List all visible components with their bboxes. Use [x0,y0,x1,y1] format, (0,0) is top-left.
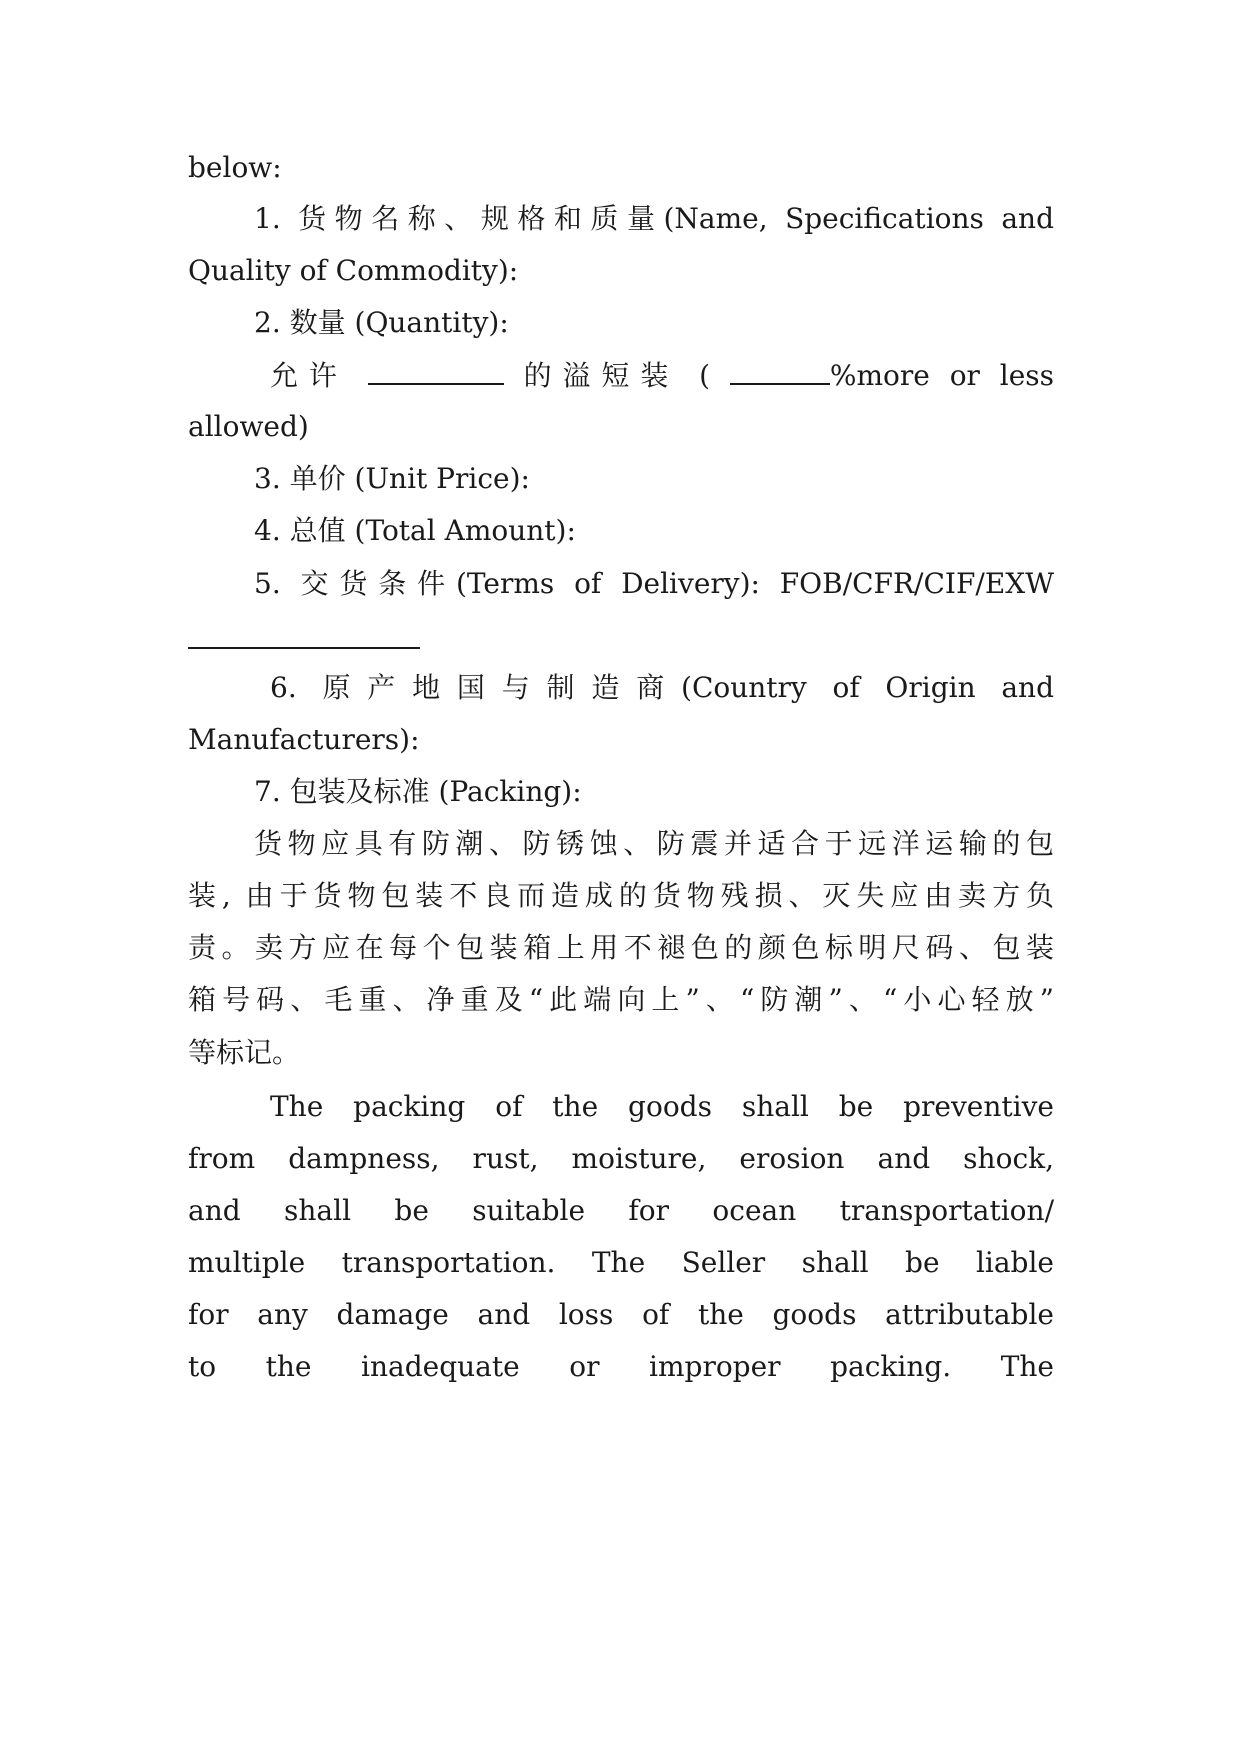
clause-6-line-1: 6. 原产地国与制造商(Country of Origin and [270,671,1054,704]
clause-4: 4. 总值 (Total Amount): [254,514,576,547]
tolerance-blank-2[interactable] [730,349,830,385]
intro-continuation: below: [188,151,282,184]
clause-3: 3. 单价 (Unit Price): [254,462,530,495]
packing-cn-line: 装, 由于货物包装不良而造成的货物残损、灭失应由卖方负 [188,879,1054,912]
clause-7: 7. 包装及标准 (Packing): [254,775,582,808]
tolerance-suffix: %more or less [829,359,1055,392]
clause-2: 2. 数量 (Quantity): [254,306,509,339]
packing-cn-line: 责。卖方应在每个包装箱上用不褪色的颜色标明尺码、包装 [188,931,1054,964]
clause-1-line-2: Quality of Commodity): [188,254,519,287]
tolerance-line-2: allowed) [188,410,309,443]
tolerance-line [270,347,1054,405]
tolerance-middle: 的溢短装 ( [523,359,711,392]
clause-6-line-2: Manufacturers): [188,723,420,756]
packing-cn-line: 箱号码、毛重、净重及“此端向上”、“防潮”、“小心轻放” [188,983,1054,1016]
packing-en-line: The packing of the goods shall be preventive [270,1090,1054,1123]
tolerance-prefix: 允许 [270,359,348,392]
delivery-terms-blank[interactable] [188,647,420,649]
clause-1-line-1: 1. 货物名称、规格和质量(Name, Specifications and [254,202,1054,235]
packing-en-line: for any damage and loss of the goods attributable [188,1298,1054,1331]
packing-cn-line: 等标记。 [188,1036,301,1069]
clause-5: 5. 交货条件(Terms of Delivery): FOB/CFR/CIF/EXW [254,567,1054,600]
tolerance-blank-1[interactable] [368,349,504,385]
packing-en-line: to the inadequate or improper packing. The [188,1350,1054,1383]
packing-en-line: multiple transportation. The Seller shall be liable [188,1246,1054,1279]
packing-en-line: and shall be suitable for ocean transportation/ [188,1194,1054,1227]
packing-cn-line: 货物应具有防潮、防锈蚀、防震并适合于远洋运输的包 [254,827,1054,860]
packing-en-line: from dampness, rust, moisture, erosion and shock, [188,1142,1054,1175]
